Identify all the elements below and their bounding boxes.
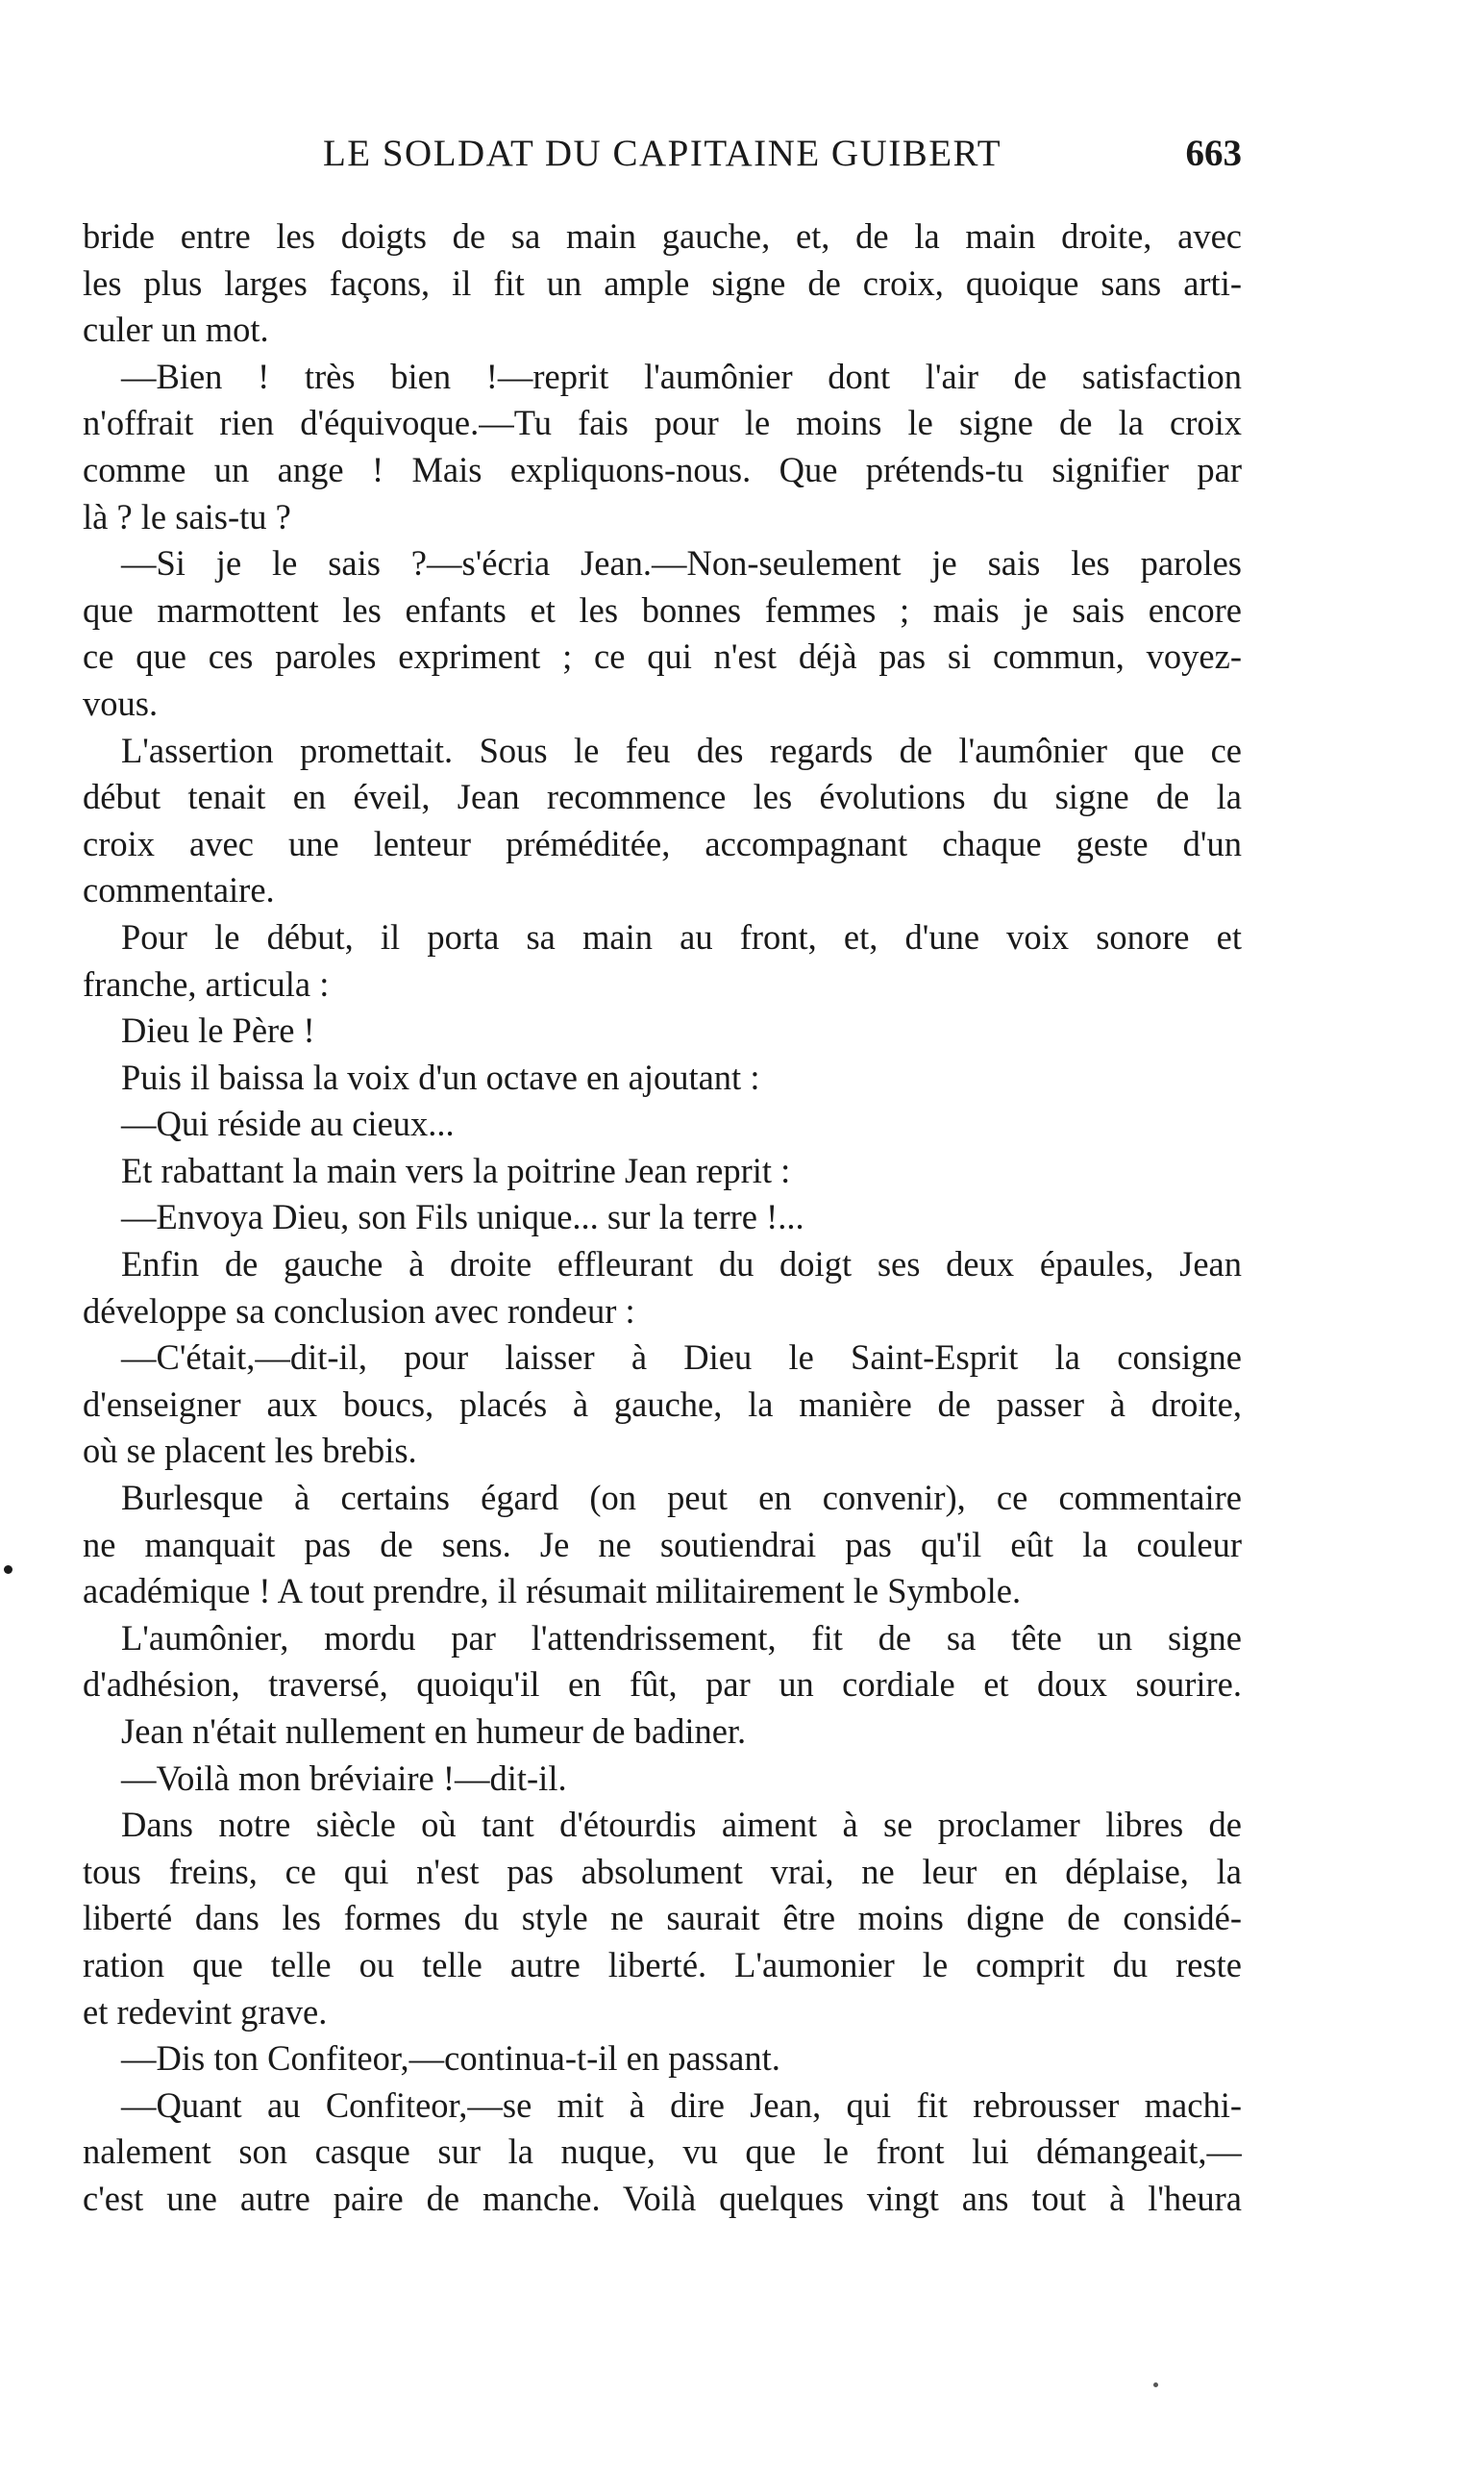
text-line: là ? le sais-tu ? [83, 496, 291, 536]
text-line: Et rabattant la main vers la poitrine Jean reprit : [121, 1150, 791, 1190]
running-head [83, 131, 1242, 177]
text-line: culer un mot. [83, 310, 269, 350]
text-line: d'adhésion, traversé, quoiqu'il en fût, par un cordiale et doux sourire. [83, 1664, 1242, 1705]
text-line: —C'était,—dit-il, pour laisser à Dieu le Saint-Esprit la consigne [121, 1337, 1242, 1378]
text-line: les plus larges façons, il fit un ample signe de croix, quoique sans arti- [83, 262, 1242, 303]
ink-speck [1153, 2382, 1158, 2387]
ink-speck [4, 1565, 12, 1574]
text-line: Burlesque à certains égard (on peut en convenir), ce commentaire [121, 1478, 1242, 1518]
text-line: c'est une autre paire de manche. Voilà quelques vingt ans tout à l'heura [83, 2178, 1242, 2218]
body-text [83, 213, 1242, 2223]
text-line: —Si je le sais ?—s'écria Jean.—Non-seulement je sais les paroles [121, 543, 1242, 584]
text-line: début tenait en éveil, Jean recommence les évolutions du signe de la [83, 777, 1242, 817]
text-line: académique ! A tout prendre, il résumait militairement le Symbole. [83, 1571, 1022, 1611]
text-line: croix avec une lenteur préméditée, accompagnant chaque geste d'un [83, 823, 1242, 863]
text-line: Enfin de gauche à droite effleurant du doigt ses deux épaules, Jean [121, 1244, 1242, 1284]
text-line: comme un ange ! Mais expliquons-nous. Que prétends-tu signifier par [83, 449, 1242, 489]
text-line: vous. [83, 683, 159, 723]
text-line: Pour le début, il porta sa main au front, et, d'une voix sonore et [121, 916, 1242, 957]
text-line: Dieu le Père ! [121, 1010, 315, 1051]
text-line: Dans notre siècle où tant d'étourdis aiment à se proclamer libres de [121, 1805, 1242, 1845]
text-line: tous freins, ce qui n'est pas absolument vrai, ne leur en déplaise, la [83, 1851, 1242, 1891]
text-line: où se placent les brebis. [83, 1431, 417, 1471]
text-line: ce que ces paroles expriment ; ce qui n'est déjà pas si commun, voyez- [83, 636, 1242, 677]
text-line: Jean n'était nullement en humeur de badiner. [121, 1711, 747, 1751]
text-line: L'assertion promettait. Sous le feu des regards de l'aumônier que ce [121, 730, 1242, 770]
text-line: —Envoya Dieu, son Fils unique... sur la terre !... [121, 1197, 804, 1237]
text-line: commentaire. [83, 870, 275, 910]
text-line: ne manquait pas de sens. Je ne soutiendrai pas qu'il eût la couleur [83, 1524, 1242, 1564]
text-line: franche, articula : [83, 963, 330, 1004]
text-line: Puis il baissa la voix d'un octave en ajoutant : [121, 1057, 760, 1097]
text-line: nalement son casque sur la nuque, vu que le front lui démangeait,— [83, 2132, 1242, 2172]
text-line: n'offrait rien d'équivoque.—Tu fais pour le moins le signe de la croix [83, 403, 1242, 443]
text-line: liberté dans les formes du style ne saurait être moins digne de considé- [83, 1898, 1242, 1938]
text-line: L'aumônier, mordu par l'attendrissement, fit de sa tête un signe [121, 1617, 1242, 1658]
text-line: —Voilà mon bréviaire !—dit-il. [121, 1758, 567, 1798]
text-line: —Qui réside au cieux... [121, 1104, 455, 1144]
running-title: LE SOLDAT DU CAPITAINE GUIBERT [322, 133, 1002, 174]
page-number: 663 [1185, 133, 1242, 174]
text-line: et redevint grave. [83, 1991, 328, 2032]
text-line: d'enseigner aux boucs, placés à gauche, la manière de passer à droite, [83, 1384, 1242, 1424]
text-line: —Quant au Confiteor,—se mit à dire Jean, qui fit rebrousser machi- [121, 2084, 1242, 2125]
text-line: que marmottent les enfants et les bonnes femmes ; mais je sais encore [83, 589, 1242, 630]
text-line: —Bien ! très bien !—reprit l'aumônier dont l'air de satisfaction [121, 356, 1242, 396]
text-line: développe sa conclusion avec rondeur : [83, 1290, 635, 1331]
text-line: —Dis ton Confiteor,—continua-t-il en passant. [121, 2038, 780, 2079]
text-line: ration que telle ou telle autre liberté. L'aumonier le comprit du reste [83, 1944, 1242, 1984]
text-line: bride entre les doigts de sa main gauche, et, de la main droite, avec [83, 216, 1242, 256]
